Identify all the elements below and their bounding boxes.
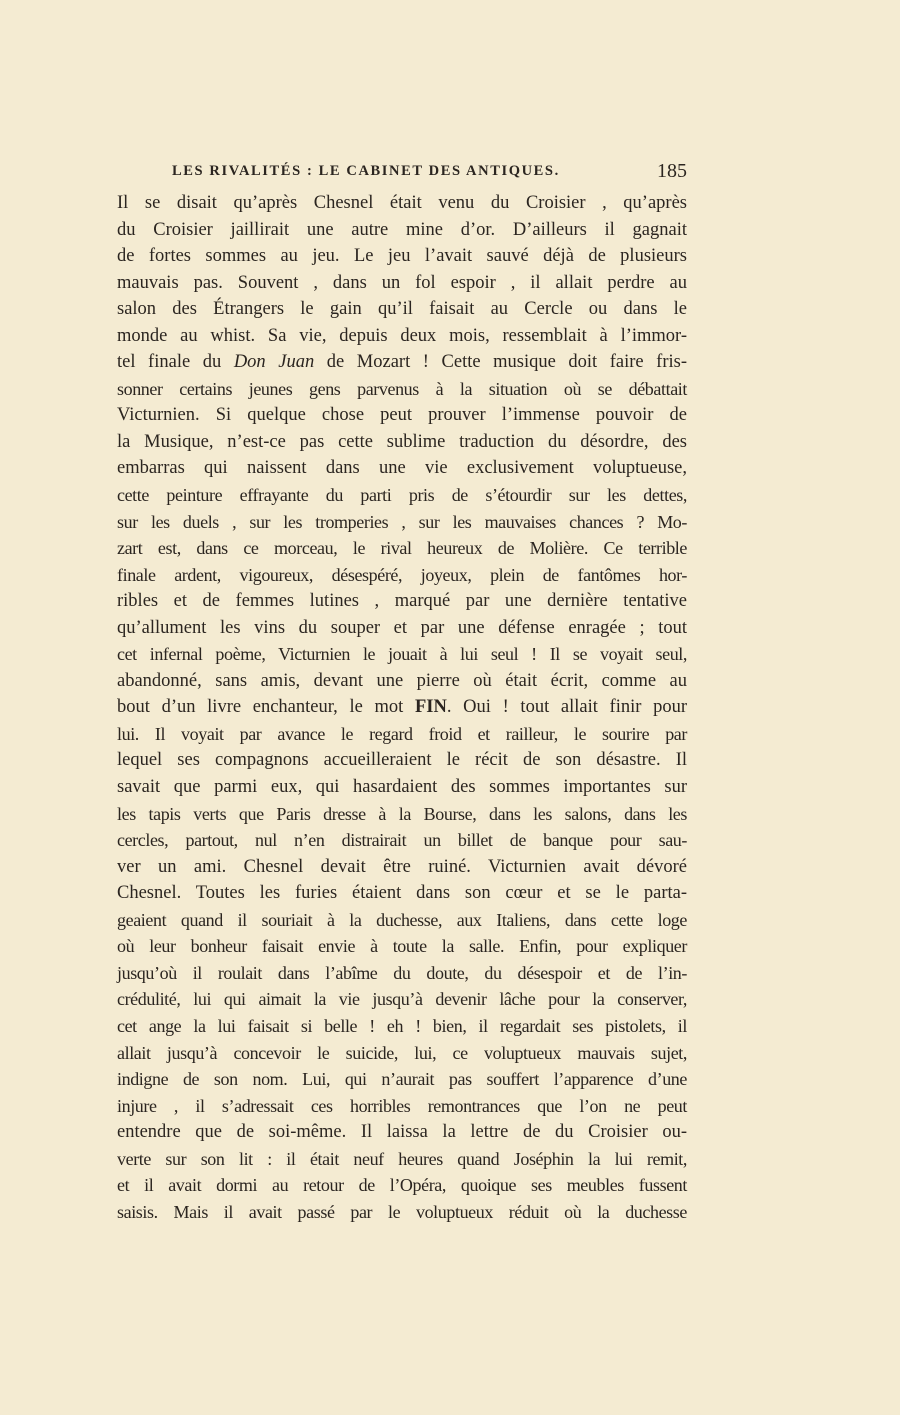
text-line: Victurnien. Si quelque chose peut prouver l’immense pouvoir de: [117, 405, 687, 426]
running-header: [117, 160, 687, 186]
text-line: ribles et de femmes lutines , marqué par une dernière tentative: [117, 591, 687, 612]
text-line: monde au whist. Sa vie, depuis deux mois, ressemblait à l’immor-: [117, 325, 687, 346]
text-line: jusqu’où il roulait dans l’abîme du doute, du désespoir et de l’in-: [117, 962, 687, 983]
text-line: savait que parmi eux, qui hasardaient des sommes importantes sur: [117, 777, 687, 798]
text-line: saisis. Mais il avait passé par le voluptueux réduit où la duchesse: [117, 1201, 687, 1222]
text-line: entendre que de soi-même. Il laissa la lettre de du Croisier ou-: [117, 1122, 687, 1143]
text-line: les tapis verts que Paris dresse à la Bourse, dans les salons, dans les: [117, 803, 687, 824]
text-line: qu’allument les vins du souper et par une défense enragée ; tout: [117, 617, 687, 638]
text-line: sonner certains jeunes gens parvenus à la situation où se débattait: [117, 378, 687, 399]
text-line: cette peinture effrayante du parti pris de s’étourdir sur les dettes,: [117, 485, 687, 506]
text-line: cet ange la lui faisait si belle ! eh ! bien, il regardait ses pistolets, il: [117, 1015, 687, 1036]
italic-title: Don Juan: [233, 352, 315, 373]
running-title: LES RIVALITÉS : LE CABINET DES ANTIQUES.: [172, 163, 560, 179]
text-line: salon des Étrangers le gain qu’il faisait au Cercle ou dans le: [117, 299, 687, 320]
text-line: de fortes sommes au jeu. Le jeu l’avait sauvé déjà de plusieurs: [117, 246, 687, 267]
text-span: bout d’un livre enchanteur, le mot: [117, 697, 415, 718]
text-line: allait jusqu’à concevoir le suicide, lui, ce voluptueux mauvais sujet,: [117, 1042, 687, 1063]
text-line: crédulité, lui qui aimait la vie jusqu’à devenir lâche pour la conserver,: [117, 989, 687, 1010]
text-span: de Mozart ! Cette musique doit faire fris-: [314, 352, 687, 373]
text-line: cercles, partout, nul n’en distrairait un billet de banque pour sau-: [117, 830, 687, 851]
text-line: ver un ami. Chesnel devait être ruiné. Victurnien avait dévoré: [117, 856, 687, 877]
text-span: . Oui ! tout allait finir pour: [446, 697, 687, 718]
text-line: [117, 349, 687, 376]
body-text: [117, 190, 687, 1225]
text-line: et il avait dormi au retour de l’Opéra, quoique ses meubles fussent: [117, 1175, 687, 1196]
page-number: 185: [657, 160, 687, 182]
text-line: geaient quand il souriait à la duchesse, aux Italiens, dans cette loge: [117, 909, 687, 930]
text-line: Il se disait qu’après Chesnel était venu du Croisier , qu’après: [117, 193, 687, 213]
text-line: du Croisier jaillirait une autre mine d’or. D’ailleurs il gagnait: [117, 219, 687, 240]
text-line: indigne de son nom. Lui, qui n’aurait pas souffert l’apparence d’une: [117, 1069, 687, 1090]
text-line: mauvais pas. Souvent , dans un fol espoir , il allait perdre au: [117, 272, 687, 293]
text-line: zart est, dans ce morceau, le rival heureux de Molière. Ce terrible: [117, 538, 687, 559]
text-line: lui. Il voyait par avance le regard froid et railleur, le sourire par: [117, 723, 687, 744]
small-caps-word: FIN: [414, 697, 447, 718]
text-line: où leur bonheur faisait envie à toute la salle. Enfin, pour expliquer: [117, 936, 687, 957]
text-line: embarras qui naissent dans une vie exclusivement voluptueuse,: [117, 458, 687, 479]
text-line: abandonné, sans amis, devant une pierre où était écrit, comme au: [117, 670, 687, 691]
text-line: cet infernal poème, Victurnien le jouait à lui seul ! Il se voyait seul,: [117, 644, 687, 665]
text-line: Chesnel. Toutes les furies étaient dans son cœur et se le parta-: [117, 883, 687, 904]
text-line: la Musique, n’est-ce pas cette sublime traduction du désordre, des: [117, 431, 687, 452]
text-line: sur les duels , sur les tromperies , sur les mauvaises chances ? Mo-: [117, 511, 687, 532]
text-span: tel finale du: [117, 352, 234, 373]
text-line: injure , il s’adressait ces horribles remontrances que l’on ne peut: [117, 1095, 687, 1116]
text-line: finale ardent, vigoureux, désespéré, joyeux, plein de fantômes hor-: [117, 564, 687, 585]
text-line: [117, 694, 687, 721]
text-line: lequel ses compagnons accueilleraient le récit de son désastre. Il: [117, 750, 687, 771]
text-line: verte sur son lit : il était neuf heures quand Joséphin la lui remit,: [117, 1148, 687, 1169]
